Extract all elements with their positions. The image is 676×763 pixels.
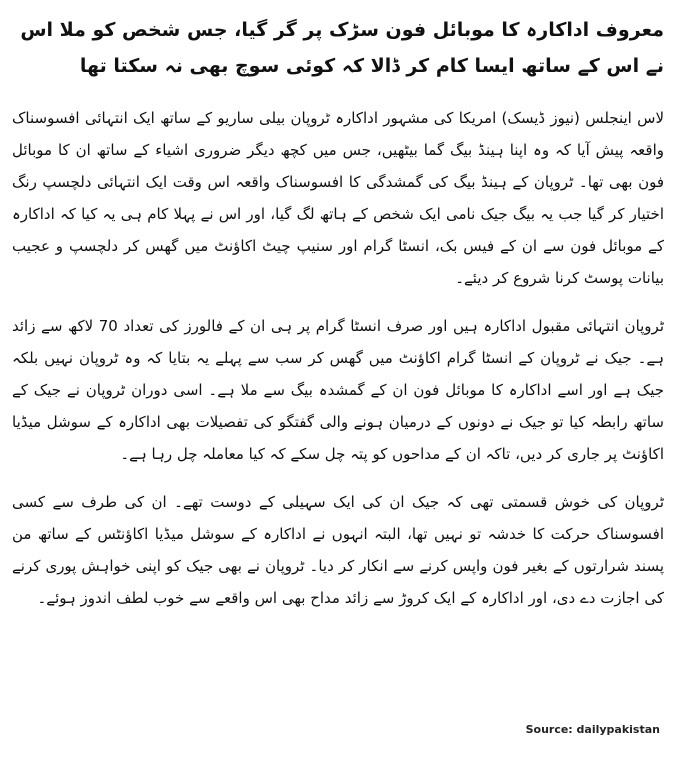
source-credit: Source: dailypakistan <box>525 723 660 736</box>
article-paragraph-2: ٹروپان انتہائی مقبول اداکارہ ہیں اور صرف انسٹا گرام پر ہی ان کے فالورز کی تعداد 70 لاکھ سے زائد ہے۔ جیک نے ٹروپان کے انسٹا گرام اکاﺅنٹ میں گھس کر سب سے پہلے یہ بتایا کہ وہ ٹروپان نہیں بلکہ جیک ہے اور اسے اداکارہ کا موبائل فون ان کے گمشدہ بیگ سے ملا ہے۔ اسی دوران ٹروپان نے جیک کے ساتھ رابطہ کیا تو جیک نے دونوں کے درمیان ہونے والی گفتگو کی تفصیلات بھی اداکارہ کے سوشل میڈیا اکاﺅنٹ پر جاری کر دیں، تاکہ ان کے مداحوں کو پتہ چل سکے کہ کیا معاملہ چل رہا ہے۔ <box>12 317 665 463</box>
article-headline: معروف اداکارہ کا موبائل فون سڑک پر گر گیا، جس شخص کو ملا اس نے اس کے ساتھ ایسا کام کر ڈالا کہ کوئی سوچ بھی نہ سکتا تھا <box>20 19 664 77</box>
article-paragraph-1: لاس اینجلس (نیوز ڈیسک) امریکا کی مشہور اداکارہ ٹروپان بیلی ساریو کے ساتھ ایک انتہائی افسوسناک واقعہ پیش آیا کہ وہ اپنا ہینڈ بیگ گما بیٹھیں، جس میں کچھ دیگر ضروری اشیاء کے ساتھ ان کا موبائل فون بھی تھا۔ ٹروپان کے ہینڈ بیگ کی گمشدگی کا افسوسناک واقعہ اس وقت ایک انتہائی دلچسپ رنگ اختیار کر گیا جب یہ بیگ جیک نامی ایک شخص کے ہاتھ لگ گیا، اور اس نے پہلا کام ہی یہ کیا کہ اداکارہ کے موبائل فون سے ان کے فیس بک، انسٹا گرام اور سنیپ چیٹ اکاﺅنٹ میں گھس کر دلچسپ و عجیب بیانات پوسٹ کرنا شروع کر دیئے۔ <box>12 109 664 287</box>
article <box>12 12 664 630</box>
article-paragraph-3: ٹروپان کی خوش قسمتی تھی کہ جیک ان کی ایک سہیلی کے دوست تھے۔ ان کی طرف سے کسی افسوسناک حرکت کا خدشہ تو نہیں تھا، البتہ انہوں نے اداکارہ کے سوشل میڈیا اکاﺅنٹس کے ساتھ من پسند شرارتوں کے بغیر فون واپس کرنے سے انکار کر دیا۔ ٹروپان نے بھی جیک کو اپنی خواہش پوری کرنے کی اجازت دے دی، اور اداکارہ کے ایک کروڑ سے زائد مداح بھی اس واقعے سے خوب لطف اندوز ہوئے۔ <box>12 493 664 607</box>
